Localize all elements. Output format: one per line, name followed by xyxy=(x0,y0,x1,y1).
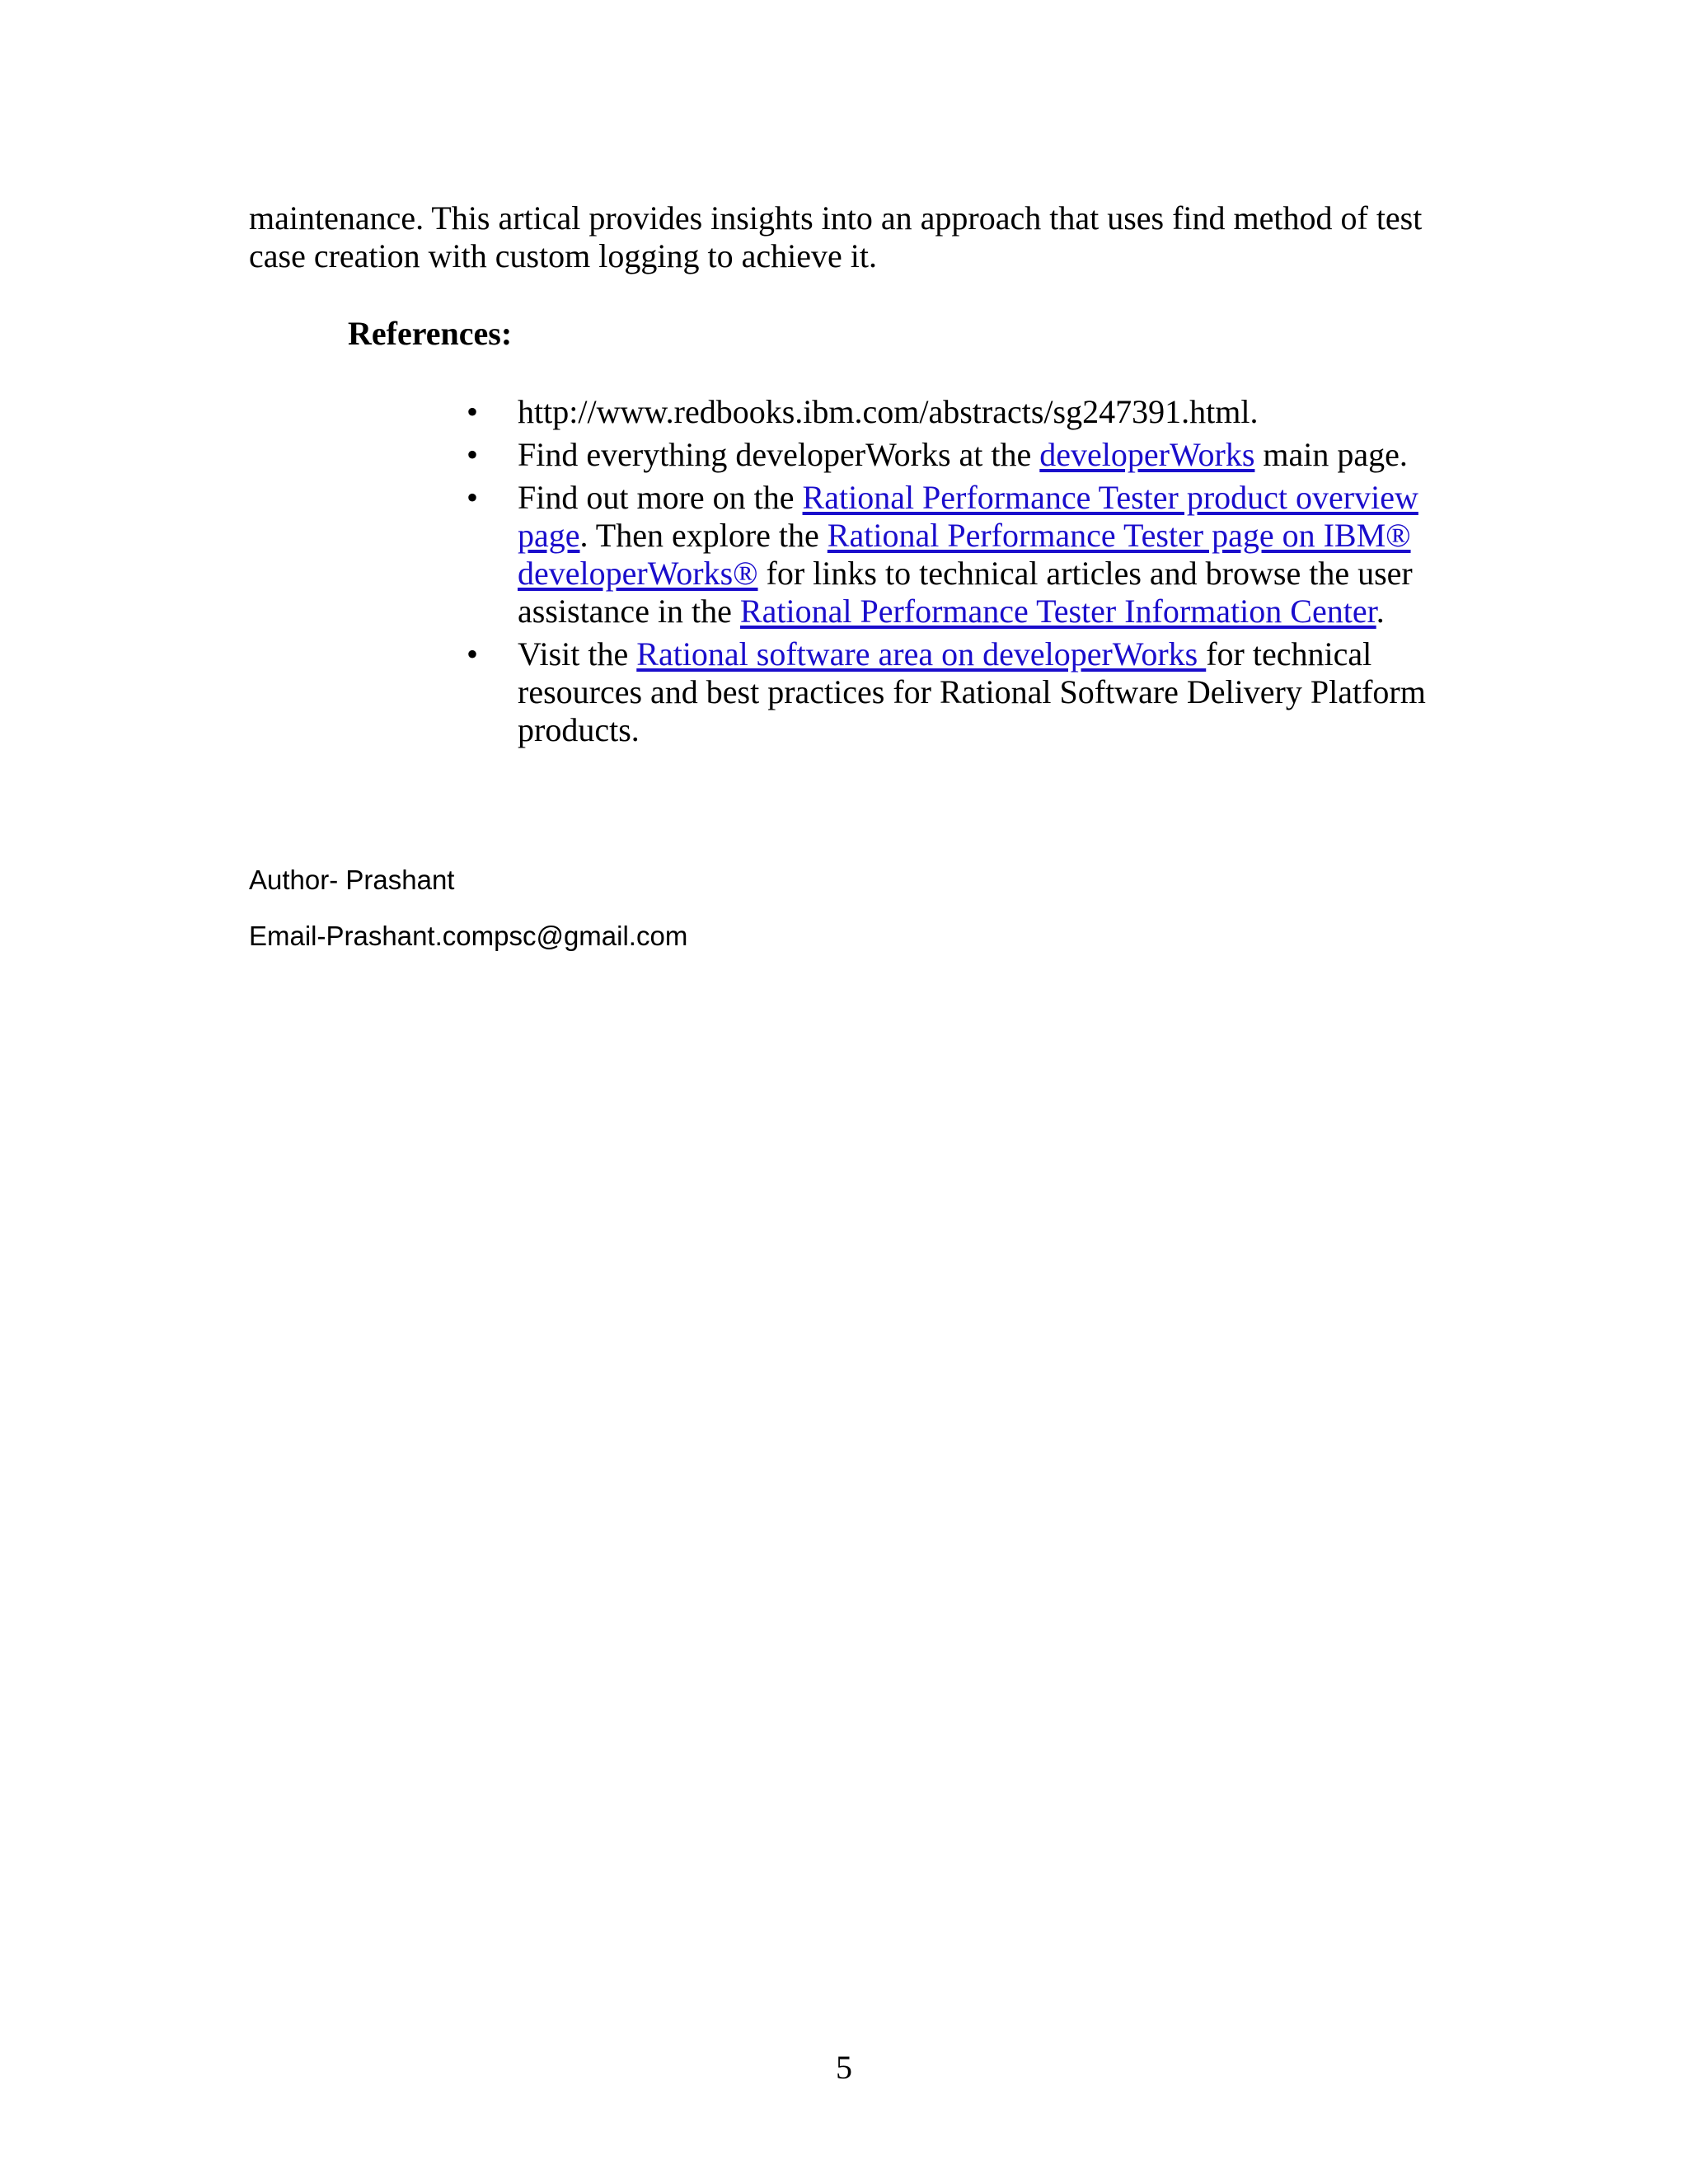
bullet-icon: • xyxy=(467,479,479,516)
reference-text: for links to technical articles and browse the user xyxy=(757,555,1413,592)
reference-line xyxy=(518,635,1456,673)
list-item xyxy=(467,436,1456,474)
reference-line: resources and best practices for Rational Software Delivery Platform xyxy=(518,673,1426,710)
reference-text: Find out more on the xyxy=(518,479,803,516)
reference-text: for technical xyxy=(1206,635,1372,673)
rpt-developerworks-page-link-continued[interactable]: developerWorks® xyxy=(518,555,758,592)
list-item xyxy=(467,393,1456,431)
page-number: 5 xyxy=(836,2049,852,2086)
paragraph-line: case creation with custom logging to achieve it. xyxy=(249,237,877,274)
reference-text: Visit the xyxy=(518,635,637,673)
reference-text: . Then explore the xyxy=(579,517,828,554)
bullet-icon: • xyxy=(467,635,479,673)
reference-url-text: http://www.redbooks.ibm.com/abstracts/sg247391.html. xyxy=(518,393,1259,430)
rpt-developerworks-page-link[interactable]: Rational Performance Tester page on IBM® xyxy=(827,517,1411,554)
reference-line xyxy=(518,517,1456,555)
reference-line: products. xyxy=(518,711,640,748)
reference-line xyxy=(518,593,1456,630)
developerworks-link[interactable]: developerWorks xyxy=(1039,436,1255,473)
reference-line xyxy=(518,479,1456,517)
paragraph-line: maintenance. This artical provides insights into an approach that uses find method of test xyxy=(249,199,1423,237)
bullet-icon: • xyxy=(467,393,479,430)
rpt-product-overview-link[interactable]: Rational Performance Tester product overview xyxy=(802,479,1418,516)
reference-text: . xyxy=(1376,593,1385,630)
list-item xyxy=(467,635,1456,749)
references-heading: References: xyxy=(348,315,513,352)
reference-line xyxy=(518,436,1456,474)
reference-text: main page. xyxy=(1254,436,1408,473)
reference-text: Find everything developerWorks at the xyxy=(518,436,1040,473)
reference-text: assistance in the xyxy=(518,593,740,630)
rpt-product-overview-link-continued[interactable]: page xyxy=(518,517,580,554)
rational-software-area-link[interactable]: Rational software area on developerWorks xyxy=(636,635,1207,673)
reference-line xyxy=(518,555,1456,593)
email-line: Email-Prashant.compsc@gmail.com xyxy=(249,921,688,951)
references-list xyxy=(467,393,1456,754)
rpt-information-center-link[interactable]: Rational Performance Tester Information Center xyxy=(739,593,1376,630)
body-paragraph xyxy=(249,199,1452,275)
list-item xyxy=(467,479,1456,630)
bullet-icon: • xyxy=(467,436,479,473)
author-line: Author- Prashant xyxy=(249,865,455,895)
